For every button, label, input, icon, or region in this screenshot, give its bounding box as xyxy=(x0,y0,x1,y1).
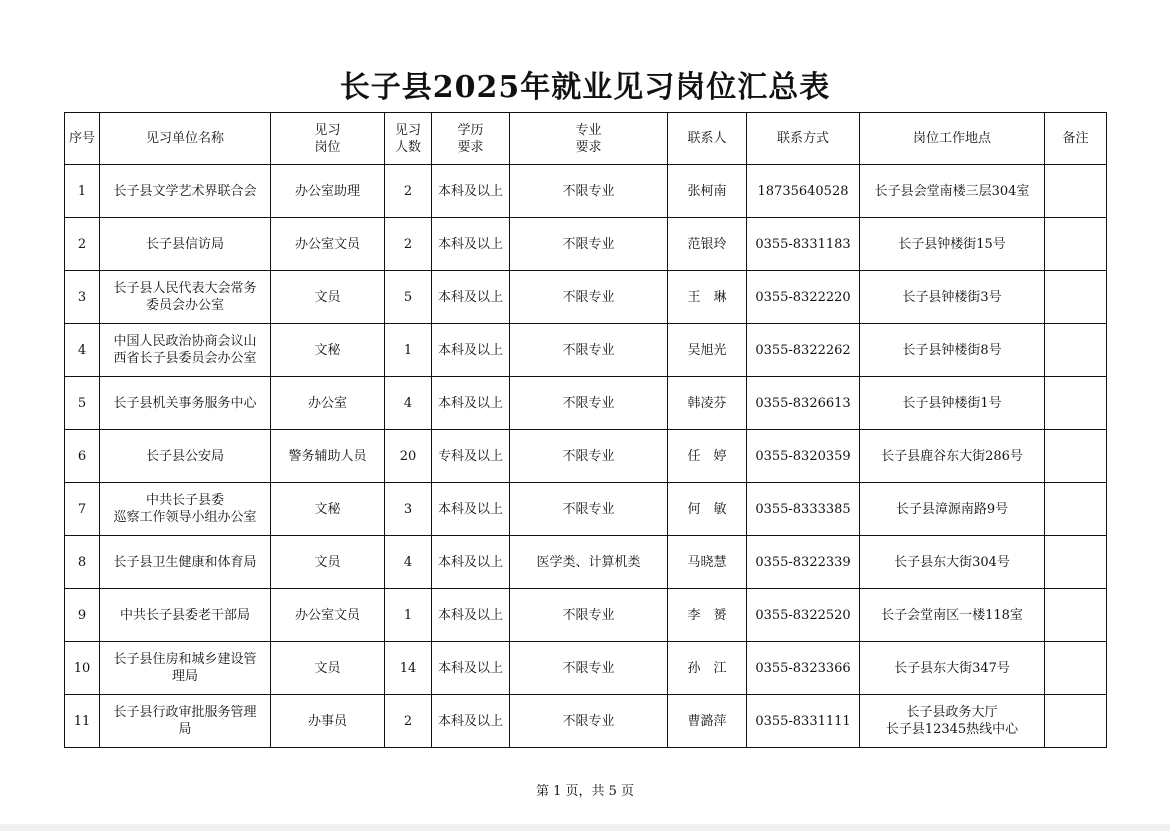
cell-unit-name: 长子县行政审批服务管理 局 xyxy=(100,695,271,748)
table-row xyxy=(65,324,1107,377)
cell-education: 本科及以上 xyxy=(432,324,510,377)
cell-unit-name: 中共长子县委 巡察工作领导小组办公室 xyxy=(100,483,271,536)
cell-post: 办公室文员 xyxy=(271,589,385,642)
cell-contact: 何 敏 xyxy=(668,483,747,536)
header-index: 序号 xyxy=(65,113,100,165)
cell-phone: 0355-8333385 xyxy=(747,483,860,536)
cell-count: 5 xyxy=(385,271,432,324)
cell-education: 本科及以上 xyxy=(432,483,510,536)
cell-remark xyxy=(1045,695,1107,748)
cell-post: 文秘 xyxy=(271,483,385,536)
cell-index: 9 xyxy=(65,589,100,642)
cell-remark xyxy=(1045,430,1107,483)
cell-remark xyxy=(1045,271,1107,324)
cell-phone: 0355-8331111 xyxy=(747,695,860,748)
cell-count: 2 xyxy=(385,695,432,748)
cell-major: 不限专业 xyxy=(510,430,668,483)
cell-post: 警务辅助人员 xyxy=(271,430,385,483)
table-header-row xyxy=(65,113,1107,165)
cell-remark xyxy=(1045,483,1107,536)
cell-count: 1 xyxy=(385,589,432,642)
header-major: 专业 要求 xyxy=(510,113,668,165)
cell-index: 4 xyxy=(65,324,100,377)
cell-post: 文员 xyxy=(271,271,385,324)
cell-contact: 吴旭光 xyxy=(668,324,747,377)
cell-education: 本科及以上 xyxy=(432,218,510,271)
cell-contact: 李 赟 xyxy=(668,589,747,642)
cell-count: 14 xyxy=(385,642,432,695)
cell-count: 20 xyxy=(385,430,432,483)
table-row xyxy=(65,642,1107,695)
cell-post: 办公室助理 xyxy=(271,165,385,218)
cell-phone: 0355-8320359 xyxy=(747,430,860,483)
header-unit-name: 见习单位名称 xyxy=(100,113,271,165)
cell-phone: 0355-8322262 xyxy=(747,324,860,377)
cell-remark xyxy=(1045,165,1107,218)
cell-phone: 0355-8322339 xyxy=(747,536,860,589)
cell-location: 长子县东大街347号 xyxy=(860,642,1045,695)
table-row xyxy=(65,430,1107,483)
page-bottom-edge xyxy=(0,824,1170,831)
cell-count: 2 xyxy=(385,165,432,218)
cell-education: 本科及以上 xyxy=(432,377,510,430)
cell-major: 不限专业 xyxy=(510,642,668,695)
cell-unit-name: 长子县机关事务服务中心 xyxy=(100,377,271,430)
cell-unit-name: 中共长子县委老干部局 xyxy=(100,589,271,642)
cell-education: 本科及以上 xyxy=(432,165,510,218)
cell-post: 办公室 xyxy=(271,377,385,430)
internship-positions-table xyxy=(64,112,1107,748)
cell-remark xyxy=(1045,324,1107,377)
cell-index: 3 xyxy=(65,271,100,324)
cell-major: 不限专业 xyxy=(510,483,668,536)
table-row xyxy=(65,271,1107,324)
cell-count: 1 xyxy=(385,324,432,377)
table-row xyxy=(65,536,1107,589)
header-location: 岗位工作地点 xyxy=(860,113,1045,165)
cell-major: 医学类、计算机类 xyxy=(510,536,668,589)
cell-unit-name: 长子县住房和城乡建设管 理局 xyxy=(100,642,271,695)
cell-contact: 曹潞萍 xyxy=(668,695,747,748)
table-row xyxy=(65,218,1107,271)
cell-index: 8 xyxy=(65,536,100,589)
header-count: 见习 人数 xyxy=(385,113,432,165)
cell-major: 不限专业 xyxy=(510,377,668,430)
cell-phone: 18735640528 xyxy=(747,165,860,218)
cell-post: 文员 xyxy=(271,642,385,695)
cell-education: 本科及以上 xyxy=(432,271,510,324)
cell-remark xyxy=(1045,642,1107,695)
cell-index: 7 xyxy=(65,483,100,536)
cell-phone: 0355-8331183 xyxy=(747,218,860,271)
cell-education: 本科及以上 xyxy=(432,589,510,642)
cell-remark xyxy=(1045,589,1107,642)
page-number-footer: 第 1 页，共 5 页 xyxy=(535,784,635,799)
cell-index: 6 xyxy=(65,430,100,483)
cell-contact: 范银玲 xyxy=(668,218,747,271)
cell-major: 不限专业 xyxy=(510,589,668,642)
cell-location: 长子县鹿谷东大街286号 xyxy=(860,430,1045,483)
table-row xyxy=(65,165,1107,218)
cell-index: 10 xyxy=(65,642,100,695)
cell-education: 本科及以上 xyxy=(432,695,510,748)
cell-major: 不限专业 xyxy=(510,271,668,324)
header-education: 学历 要求 xyxy=(432,113,510,165)
cell-remark xyxy=(1045,377,1107,430)
cell-major: 不限专业 xyxy=(510,218,668,271)
cell-education: 专科及以上 xyxy=(432,430,510,483)
page-title: 长子县2025年就业见习岗位汇总表 xyxy=(339,70,831,105)
cell-index: 1 xyxy=(65,165,100,218)
cell-contact: 王 琳 xyxy=(668,271,747,324)
cell-location: 长子县漳源南路9号 xyxy=(860,483,1045,536)
cell-contact: 任 婷 xyxy=(668,430,747,483)
cell-unit-name: 长子县信访局 xyxy=(100,218,271,271)
header-phone: 联系方式 xyxy=(747,113,860,165)
cell-unit-name: 长子县卫生健康和体育局 xyxy=(100,536,271,589)
cell-contact: 马晓慧 xyxy=(668,536,747,589)
cell-major: 不限专业 xyxy=(510,165,668,218)
header-post: 见习 岗位 xyxy=(271,113,385,165)
cell-location: 长子县东大街304号 xyxy=(860,536,1045,589)
cell-index: 2 xyxy=(65,218,100,271)
cell-location: 长子县钟楼街1号 xyxy=(860,377,1045,430)
cell-index: 5 xyxy=(65,377,100,430)
cell-count: 4 xyxy=(385,536,432,589)
table-row xyxy=(65,377,1107,430)
cell-phone: 0355-8323366 xyxy=(747,642,860,695)
header-remark: 备注 xyxy=(1045,113,1107,165)
cell-count: 3 xyxy=(385,483,432,536)
cell-count: 2 xyxy=(385,218,432,271)
cell-post: 办事员 xyxy=(271,695,385,748)
cell-post: 办公室文员 xyxy=(271,218,385,271)
cell-location: 长子县钟楼街15号 xyxy=(860,218,1045,271)
cell-education: 本科及以上 xyxy=(432,642,510,695)
cell-major: 不限专业 xyxy=(510,324,668,377)
cell-location: 长子会堂南区一楼118室 xyxy=(860,589,1045,642)
cell-count: 4 xyxy=(385,377,432,430)
cell-phone: 0355-8326613 xyxy=(747,377,860,430)
cell-remark xyxy=(1045,218,1107,271)
header-contact: 联系人 xyxy=(668,113,747,165)
cell-location: 长子县钟楼街3号 xyxy=(860,271,1045,324)
cell-education: 本科及以上 xyxy=(432,536,510,589)
cell-location: 长子县政务大厅 长子县12345热线中心 xyxy=(860,695,1045,748)
cell-post: 文秘 xyxy=(271,324,385,377)
cell-unit-name: 中国人民政治协商会议山 西省长子县委员会办公室 xyxy=(100,324,271,377)
cell-unit-name: 长子县公安局 xyxy=(100,430,271,483)
cell-contact: 韩凌芬 xyxy=(668,377,747,430)
cell-major: 不限专业 xyxy=(510,695,668,748)
cell-post: 文员 xyxy=(271,536,385,589)
cell-index: 11 xyxy=(65,695,100,748)
cell-remark xyxy=(1045,536,1107,589)
cell-unit-name: 长子县文学艺术界联合会 xyxy=(100,165,271,218)
table-row xyxy=(65,695,1107,748)
cell-location: 长子县会堂南楼三层304室 xyxy=(860,165,1045,218)
cell-location: 长子县钟楼街8号 xyxy=(860,324,1045,377)
cell-contact: 孙 江 xyxy=(668,642,747,695)
table-row xyxy=(65,589,1107,642)
cell-contact: 张柯南 xyxy=(668,165,747,218)
cell-phone: 0355-8322220 xyxy=(747,271,860,324)
cell-unit-name: 长子县人民代表大会常务 委员会办公室 xyxy=(100,271,271,324)
table-row xyxy=(65,483,1107,536)
cell-phone: 0355-8322520 xyxy=(747,589,860,642)
